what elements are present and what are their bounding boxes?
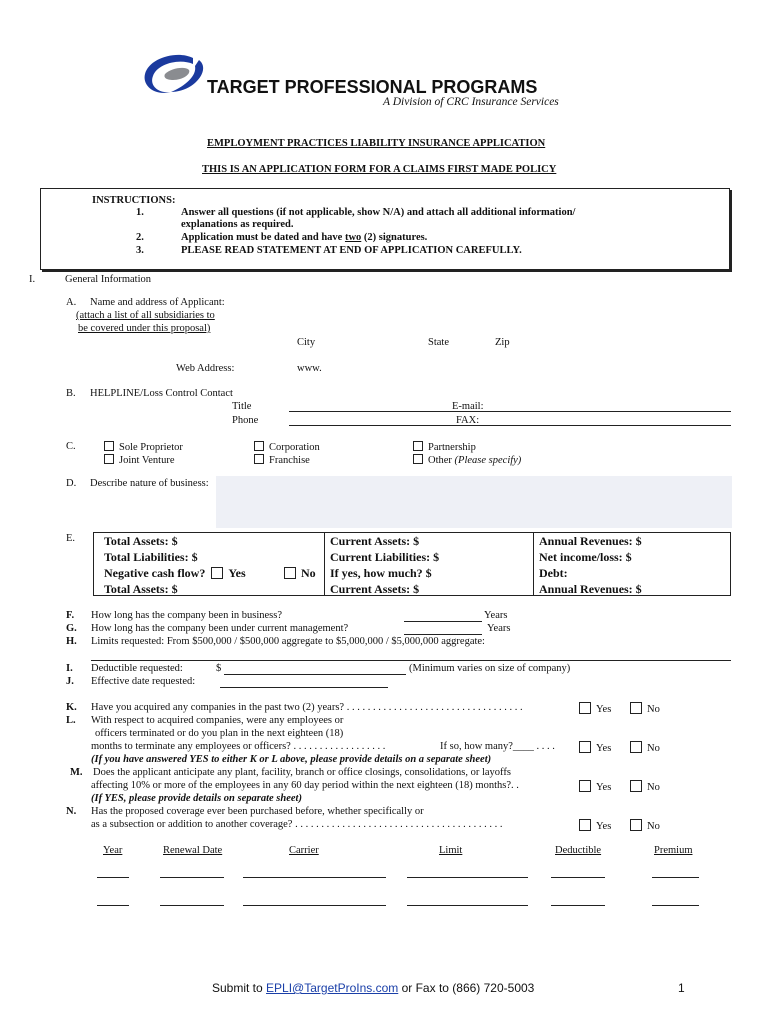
item-letter: B. — [66, 388, 76, 399]
question-m: affecting 10% or more of the employees in any 60 day period within the next eighteen (18) months?. . — [91, 780, 519, 791]
item-letter: G. — [66, 623, 77, 634]
checkbox[interactable] — [104, 441, 114, 451]
business-nature-field[interactable] — [216, 476, 732, 528]
if-yes-how-much-label: If yes, how much? $ — [330, 566, 432, 580]
city-label: City — [297, 337, 316, 348]
kl-note: (If you have answered YES to either K or L above, please provide details on a separate sheet) — [91, 754, 492, 765]
instruction-text: PLEASE READ STATEMENT AT END OF APPLICATION CAREFULLY. — [181, 245, 522, 256]
footer-submit — [212, 981, 534, 995]
l-yes-option[interactable] — [579, 741, 611, 754]
negative-cash-flow-text: Negative cash flow? — [104, 566, 206, 580]
net-income-label: Net income/loss: $ — [539, 550, 632, 564]
option-label: Franchise — [269, 455, 310, 466]
checkbox[interactable] — [579, 780, 591, 792]
table-cell-field[interactable] — [97, 877, 129, 878]
cash-flow-no-label: No — [301, 566, 316, 580]
debt-label: Debt: — [539, 566, 568, 580]
no-label: No — [647, 782, 660, 793]
web-address-field[interactable]: www. — [297, 363, 322, 374]
effective-date-field[interactable] — [220, 687, 388, 688]
question-l: officers terminated or do you plan in the next eighteen (18) — [95, 728, 344, 739]
option-franchise[interactable] — [254, 454, 310, 466]
total-liabilities-label: Total Liabilities: $ — [104, 550, 198, 564]
subsidiaries-note: be covered under this proposal) — [78, 323, 211, 334]
form-title: EMPLOYMENT PRACTICES LIABILITY INSURANCE APPLICATION — [207, 138, 546, 149]
phone-field-line[interactable] — [289, 425, 731, 426]
deductible-label: Deductible requested: — [91, 663, 183, 674]
cash-flow-yes-label: Yes — [228, 566, 246, 580]
years-management-field[interactable] — [404, 634, 482, 635]
cash-flow-no-option[interactable] — [284, 566, 316, 581]
option-sole-proprietor[interactable] — [104, 441, 183, 453]
brand-division: A Division of CRC Insurance Services — [383, 96, 559, 108]
no-label: No — [647, 743, 660, 754]
instruction-text: Answer all questions (if not applicable, show N/A) and attach all additional information/ — [181, 207, 576, 218]
item-letter: C. — [66, 441, 76, 452]
question-l: months to terminate any employees or officers? . . . . . . . . . . . . . . . . . . — [91, 741, 386, 752]
option-partnership[interactable] — [413, 441, 476, 453]
m-note: (If YES, please provide details on separate sheet) — [91, 793, 302, 804]
deductible-field[interactable] — [224, 674, 406, 675]
table-cell-field[interactable] — [243, 905, 386, 906]
col-header-carrier: Carrier — [289, 845, 319, 856]
title-field-line[interactable] — [289, 411, 731, 412]
checkbox[interactable] — [413, 441, 423, 451]
zip-label: Zip — [495, 337, 510, 348]
web-address-label: Web Address: — [176, 363, 235, 374]
annual-revenues-label: Annual Revenues: $ — [539, 582, 642, 596]
item-letter: D. — [66, 478, 77, 489]
item-letter: E. — [66, 533, 76, 544]
n-no-option[interactable] — [630, 819, 660, 832]
table-cell-field[interactable] — [407, 877, 528, 878]
total-assets-label: Total Assets: $ — [104, 534, 178, 548]
title-label: Title — [232, 401, 252, 412]
checkbox[interactable] — [630, 741, 642, 753]
limits-requested-label: Limits requested: From $500,000 / $500,000 aggregate to $5,000,000 / $5,000,000 aggregate: — [91, 636, 485, 647]
checkbox[interactable] — [579, 702, 591, 714]
form-subtitle: THIS IS AN APPLICATION FORM FOR A CLAIMS FIRST MADE POLICY — [202, 164, 557, 175]
item-letter: M. — [70, 767, 83, 778]
years-suffix: Years — [487, 623, 511, 634]
limits-field-line[interactable] — [91, 660, 731, 661]
no-label: No — [647, 821, 660, 832]
m-no-option[interactable] — [630, 780, 660, 793]
k-yes-option[interactable] — [579, 702, 611, 715]
how-many-label: If so, how many?____ . . . . — [440, 741, 555, 752]
col-header-limit: Limit — [439, 845, 463, 856]
question-l: With respect to acquired companies, were any employees or — [91, 715, 344, 726]
checkbox[interactable] — [630, 702, 642, 714]
checkbox[interactable] — [630, 819, 642, 831]
table-cell-field[interactable] — [551, 905, 605, 906]
years-in-business-label: How long has the company been in business? — [91, 610, 283, 621]
page-number: 1 — [678, 981, 685, 995]
instruction-num: 2. — [136, 232, 144, 243]
total-assets-label: Total Assets: $ — [104, 582, 178, 596]
yes-label: Yes — [596, 743, 612, 754]
business-nature-label: Describe nature of business: — [90, 478, 209, 489]
email-label: E-mail: — [452, 401, 484, 412]
years-management-label: How long has the company been under current management? — [91, 623, 349, 634]
table-cell-field[interactable] — [551, 877, 605, 878]
footer-prefix: Submit to — [212, 981, 267, 995]
option-label: Other — [428, 455, 452, 466]
l-no-option[interactable] — [630, 741, 660, 754]
option-label: Partnership — [428, 442, 476, 453]
m-yes-option[interactable] — [579, 780, 611, 793]
phone-label: Phone — [232, 415, 259, 426]
state-label: State — [428, 337, 449, 348]
question-k: Have you acquired any companies in the past two (2) years? . . . . . . . . . . . . . . . . . . . . . . . . . . . . . . . . . . — [91, 702, 523, 713]
item-letter: F. — [66, 610, 75, 621]
negative-cash-flow-label — [104, 566, 246, 581]
instruction-num: 3. — [136, 245, 144, 256]
cash-flow-no-checkbox[interactable] — [284, 567, 296, 579]
fax-label: FAX: — [456, 415, 480, 426]
annual-revenues-label: Annual Revenues: $ — [539, 534, 642, 548]
col-header-deductible: Deductible — [555, 845, 602, 856]
col-header-renewal-date: Renewal Date — [163, 845, 223, 856]
checkbox[interactable] — [579, 819, 591, 831]
item-letter: N. — [66, 806, 77, 817]
submit-email-link[interactable]: EPLI@TargetProIns.com — [266, 981, 399, 995]
table-cell-field[interactable] — [97, 905, 129, 906]
years-in-business-field[interactable] — [404, 621, 482, 622]
n-yes-option[interactable] — [579, 819, 611, 832]
checkbox[interactable] — [413, 454, 423, 464]
section-title: General Information — [65, 274, 152, 285]
question-n: as a subsection or addition to another coverage? . . . . . . . . . . . . . . . . . . . . . . . . . . . . . . . . . . . . . . . . — [91, 819, 503, 830]
table-cell-field[interactable] — [407, 905, 528, 906]
k-no-option[interactable] — [630, 702, 660, 715]
item-letter: J. — [66, 676, 74, 687]
no-label: No — [647, 704, 660, 715]
item-letter: H. — [66, 636, 77, 647]
helpline-label: HELPLINE/Loss Control Contact — [90, 388, 233, 399]
footer-fax: or Fax to (866) 720-5003 — [398, 981, 535, 995]
instruction-text: Application must be dated and have two (2) signatures. — [181, 232, 428, 243]
instruction-text: explanations as required. — [181, 219, 294, 230]
checkbox[interactable] — [630, 780, 642, 792]
applicant-name-label: Name and address of Applicant: — [90, 297, 225, 308]
option-label: Sole Proprietor — [119, 442, 183, 453]
checkbox[interactable] — [104, 454, 114, 464]
yes-label: Yes — [596, 821, 612, 832]
question-m: Does the applicant anticipate any plant, facility, branch or office closings, consolidations, or layoffs — [93, 767, 511, 778]
yes-label: Yes — [596, 704, 612, 715]
logo-swoosh-icon — [141, 52, 211, 100]
item-letter: A. — [66, 297, 77, 308]
table-cell-field[interactable] — [160, 877, 224, 878]
item-letter: K. — [66, 702, 77, 713]
yes-label: Yes — [596, 782, 612, 793]
checkbox[interactable] — [254, 441, 264, 451]
question-n: Has the proposed coverage ever been purchased before, whether specifically or — [91, 806, 424, 817]
cash-flow-yes-checkbox[interactable] — [211, 567, 223, 579]
table-cell-field[interactable] — [652, 877, 699, 878]
option-label: Corporation — [269, 442, 320, 453]
brand-name: TARGET PROFESSIONAL PROGRAMS — [207, 77, 538, 97]
checkbox[interactable] — [254, 454, 264, 464]
years-suffix: Years — [484, 610, 508, 621]
item-letter: I. — [66, 663, 73, 674]
option-other[interactable] — [413, 454, 521, 466]
item-letter: L. — [66, 715, 76, 726]
checkbox[interactable] — [579, 741, 591, 753]
table-cell-field[interactable] — [652, 905, 699, 906]
dollar-sign: $ — [216, 663, 222, 674]
instruction-num: 1. — [136, 207, 144, 218]
option-corporation[interactable] — [254, 441, 320, 453]
other-note: (Please specify) — [454, 455, 522, 466]
option-label: Joint Venture — [119, 455, 175, 466]
subsidiaries-note: (attach a list of all subsidiaries to — [76, 310, 215, 321]
instructions-heading: INSTRUCTIONS: — [92, 195, 176, 206]
current-assets-label: Current Assets: $ — [330, 582, 420, 596]
col-header-premium: Premium — [654, 845, 693, 856]
table-cell-field[interactable] — [243, 877, 386, 878]
deductible-note: (Minimum varies on size of company) — [409, 663, 571, 674]
col-header-year: Year — [103, 845, 123, 856]
current-assets-label: Current Assets: $ — [330, 534, 420, 548]
table-cell-field[interactable] — [160, 905, 224, 906]
effective-date-label: Effective date requested: — [91, 676, 196, 687]
option-joint-venture[interactable] — [104, 454, 175, 466]
current-liabilities-label: Current Liabilities: $ — [330, 550, 440, 564]
section-number: I. — [29, 274, 36, 285]
